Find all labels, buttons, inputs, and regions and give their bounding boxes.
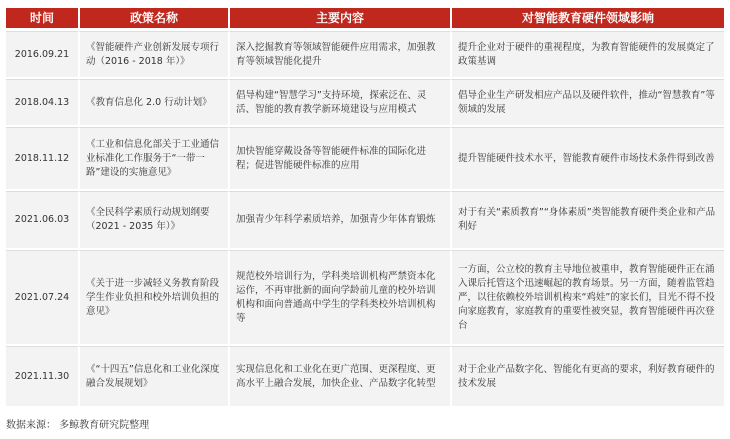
row-time: 2016.09.21 — [6, 31, 78, 77]
row-policy: 《工业和信息化部关于工业通信业标准化工作服务于“一带一路”建设的实施意见》 — [78, 127, 228, 189]
row-policy: 《“十四五”信息化和工业化深度融合发展规划》 — [78, 346, 228, 406]
row-impact: 提升智能硬件技术水平，智能教育硬件市场技术条件得到改善 — [450, 127, 724, 189]
policy-table — [6, 8, 724, 408]
row-policy: 《教育信息化 2.0 行动计划》 — [78, 79, 228, 125]
table-row — [6, 79, 724, 125]
row-time: 2018.11.12 — [6, 127, 78, 189]
row-content: 规范校外培训行为，学科类培训机构严禁资本化运作，不再审批新的面向学龄前儿童的校外培训机构和面向普通高中学生的学科类校外培训机构等 — [228, 250, 450, 344]
row-time: 2021.11.30 — [6, 346, 78, 406]
row-content: 加快智能穿戴设备等智能硬件标准的国际化进程；促进智能硬件标准的应用 — [228, 127, 450, 189]
row-time: 2021.07.24 — [6, 250, 78, 344]
row-impact: 对于有关“素质教育”“身体素质”类智能教育硬件类企业和产品利好 — [450, 191, 724, 248]
row-policy: 《全民科学素质行动规划纲要（2021 - 2035 年）》 — [78, 191, 228, 248]
row-impact: 对于企业产品数字化、智能化有更高的要求，利好教育硬件的技术发展 — [450, 346, 724, 406]
row-impact: 一方面，公立校的教育主导地位被重申，教育智能硬件正在涌入课后托管这个迅速崛起的教育场景。另一方面，随着监管趋严，以往依赖校外培训机构来“鸡娃”的家长们，目光不得不投向家庭教育，家庭教育的重要性被突显，教育智能硬件再次登台 — [450, 250, 724, 344]
row-policy: 《关于进一步减轻义务教育阶段学生作业负担和校外培训负担的意见》 — [78, 250, 228, 344]
row-time: 2021.06.03 — [6, 191, 78, 248]
row-impact: 提升企业对于硬件的重视程度，为教育智能硬件的发展奠定了政策基调 — [450, 31, 724, 77]
row-content: 实现信息化和工业化在更广范围、更深程度、更高水平上融合发展，加快企业、产品数字化转型 — [228, 346, 450, 406]
data-source-note: 数据来源： 多鲸教育研究院整理 — [6, 420, 150, 431]
table-row — [6, 250, 724, 344]
row-content: 倡导构建“智慧学习”支持环境，探索泛在、灵活、智能的教育教学新环境建设与应用模式 — [228, 79, 450, 125]
table-row — [6, 127, 724, 189]
table-row — [6, 31, 724, 77]
header-policy: 政策名称 — [78, 8, 228, 28]
table-body — [6, 31, 724, 406]
row-impact: 倡导企业生产研发相应产品以及硬件软件，推动“智慧教育”等领域的发展 — [450, 79, 724, 125]
row-policy: 《智能硬件产业创新发展专项行动（2016 - 2018 年）》 — [78, 31, 228, 77]
header-time: 时间 — [6, 8, 78, 28]
table-row — [6, 191, 724, 248]
row-content: 深入挖掘教育等领域智能硬件应用需求，加强教育等领域智能化提升 — [228, 31, 450, 77]
table-row — [6, 346, 724, 406]
header-impact: 对智能教育硬件领域影响 — [450, 8, 724, 28]
row-content: 加强青少年科学素质培养，加强青少年体育锻炼 — [228, 191, 450, 248]
table-header — [6, 8, 724, 28]
header-content: 主要内容 — [228, 8, 450, 28]
row-time: 2018.04.13 — [6, 79, 78, 125]
